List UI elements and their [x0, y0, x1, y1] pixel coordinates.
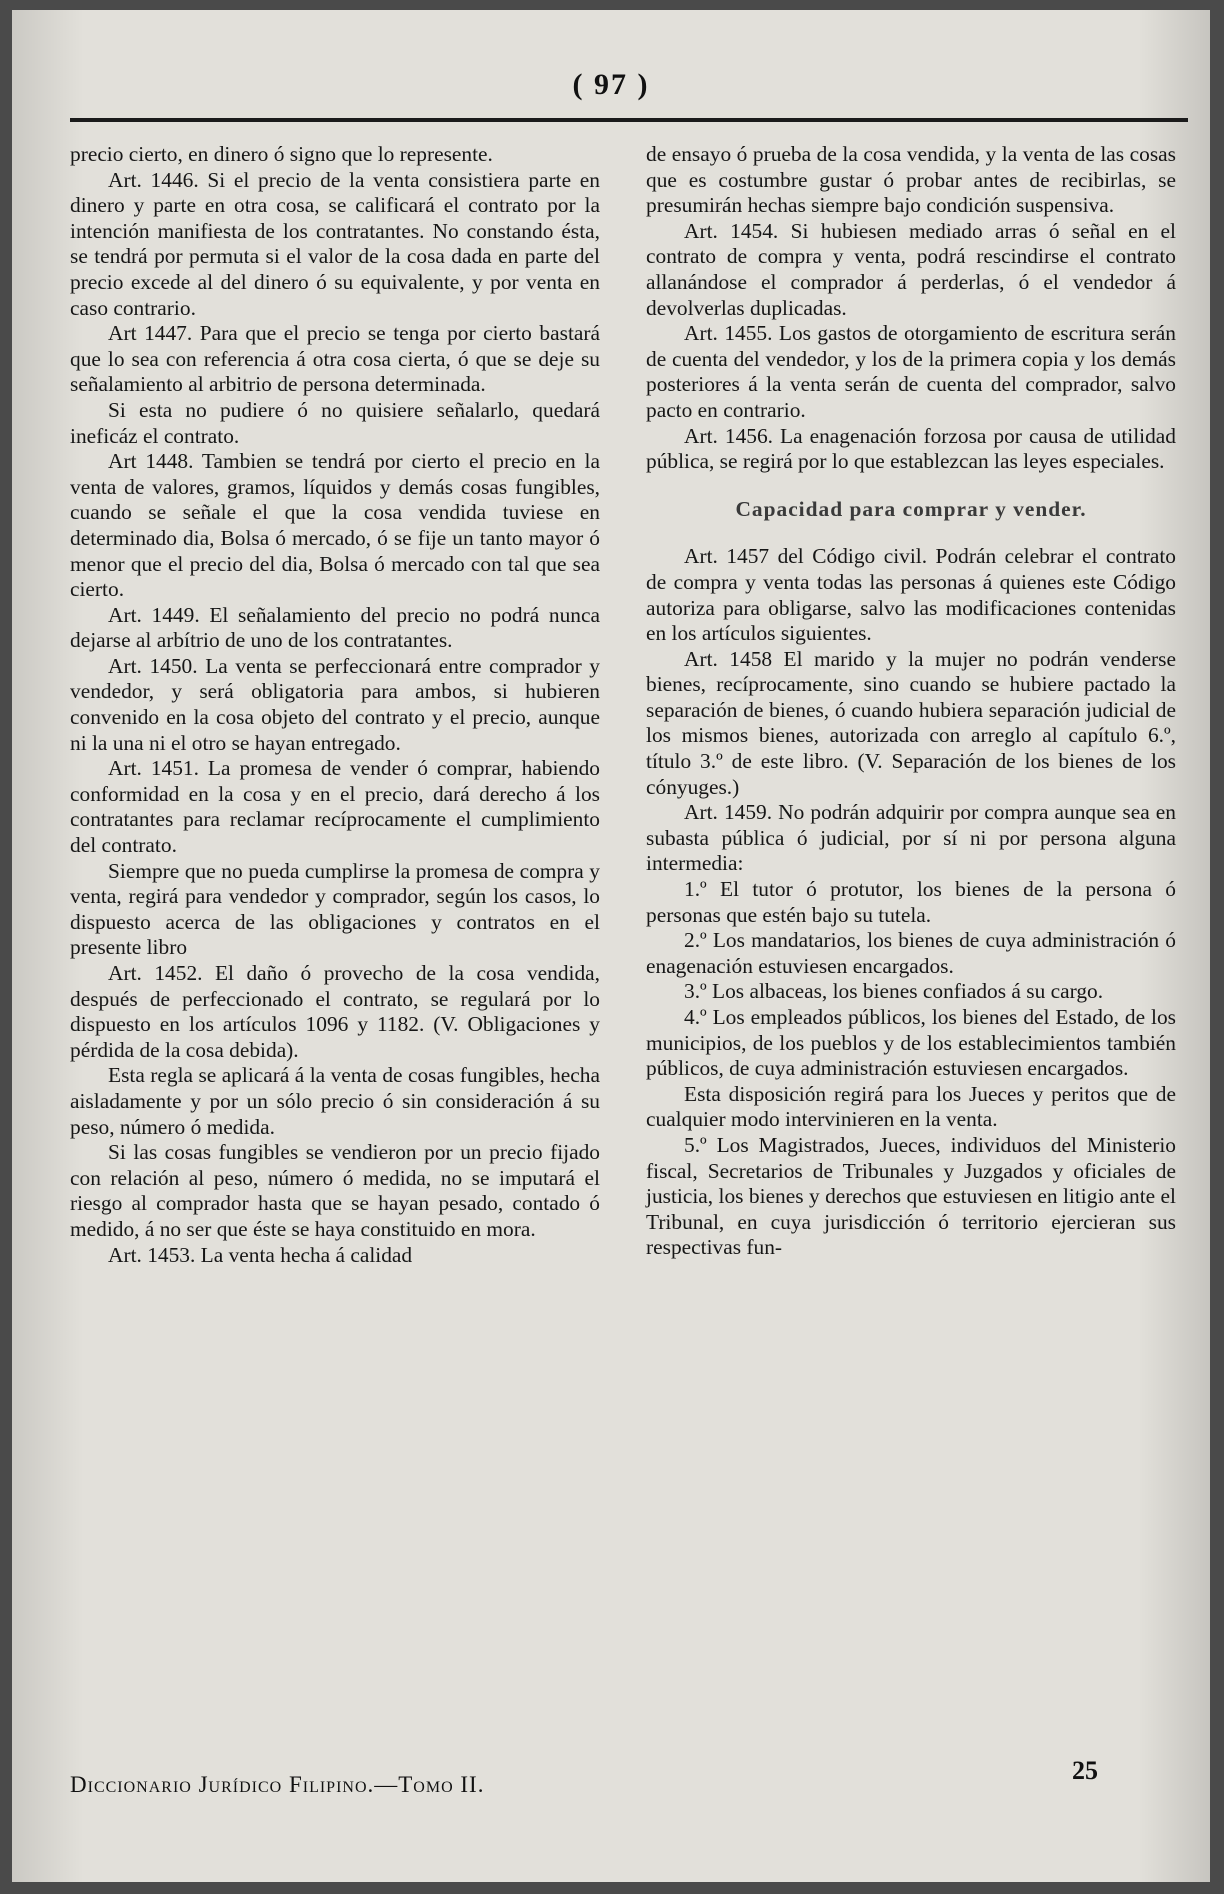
left-paragraph: Art. 1452. El daño ó provecho de la cosa vendida, después de perfeccionado el contrato, se regulará por lo dispuesto en los artículos 1096 y 1182. (V. Obligaciones y pérdida de la cosa debida). — [70, 961, 600, 1062]
right-paragraph: de ensayo ó prueba de la cosa vendida, y la venta de las cosas que es costumbre gustar ó probar antes de recibirlas, se presumirán hechas siempre bajo condición suspensiva. — [646, 142, 1176, 218]
book-page — [12, 10, 1210, 1882]
left-paragraph: Si esta no pudiere ó no quisiere señalarlo, quedará ineficáz el contrato. — [70, 397, 600, 448]
section-heading: Capacidad para comprar y vender. — [735, 496, 1087, 521]
left-paragraph: Art. 1451. La promesa de vender ó comprar, habiendo conformidad en la cosa y en el precio, dará derecho á los contratantes para reclamar recíprocamente el cumplimiento del contrato. — [70, 756, 600, 858]
left-paragraph: Art 1447. Para que el precio se tenga por cierto bastará que lo sea con referencia á otra cosa cierta, ó que se deje su señalamiento al arbitrio de persona determinada. — [70, 321, 600, 397]
left-paragraph: Esta regla se aplicará á la venta de cosas fungibles, hecha aisladamente y por un sólo precio ó sin consideración á su peso, número ó medida. — [70, 1063, 600, 1139]
footer-title: Diccionario Jurídico Filipino.—Tomo II. — [70, 1772, 485, 1797]
right-paragraph: 4.º Los empleados públicos, los bienes del Estado, de los municipios, de los pueblos y de los establecimientos también públicos, de cuya administración estuviesen encargados. — [646, 1005, 1176, 1081]
page-number: ( 97 ) — [572, 68, 650, 101]
right-paragraph: 3.º Los albaceas, los bienes confiados á su cargo. — [684, 979, 1104, 1004]
left-paragraph: Si las cosas fungibles se vendieron por un precio fijado con relación al peso, número ó medida, no se imputará el riesgo al comprador hasta que se hayan pesado, contado ó medido, á no ser que éste se haya constituido en mora. — [70, 1140, 600, 1241]
right-paragraph: Art. 1459. No podrán adquirir por compra aunque sea en subasta pública ó judicial, por sí ni por persona alguna intermedia: — [646, 800, 1176, 876]
header-rule — [70, 118, 1188, 122]
signature-mark: 25 — [1072, 1756, 1098, 1785]
right-paragraph: 5.º Los Magistrados, Jueces, individuos del Ministerio fiscal, Secretarios de Tribunales y Juzgados y oficiales de justicia, los bienes y derechos que estuviesen en litigio ante el Tribunal, en cuya jurisdicción ó territorio ejercieran sus respectivas fun- — [646, 1132, 1176, 1260]
right-column — [646, 142, 1176, 1261]
left-paragraph: Siempre que no pueda cumplirse la promesa de compra y venta, regirá para vendedor y comprador, según los casos, lo dispuesto acerca de las obligaciones y contratos en el presente libro — [70, 858, 600, 960]
left-paragraph: Art. 1450. La venta se perfeccionará entre comprador y vendedor, y será obligatoria para ambos, si hubieren convenido en la cosa objeto del contrato y el precio, aunque ni la una ni el otro se hayan entregado. — [70, 653, 600, 755]
right-paragraph: 1.º El tutor ó protutor, los bienes de la persona ó personas que estén bajo su tutela. — [646, 877, 1176, 927]
left-column — [70, 142, 600, 1268]
left-paragraph: precio cierto, en dinero ó signo que lo represente. — [70, 142, 493, 166]
left-paragraph: Art. 1446. Si el precio de la venta consistiera parte en dinero y parte en otra cosa, se calificará el contrato por la intención manifiesta de los contratantes. No constando ésta, se tendrá por permuta si el valor de la cosa dada en parte del precio excede al del dinero ó su equivalente, y por venta en caso contrario. — [70, 167, 600, 320]
left-paragraph: Art 1448. Tambien se tendrá por cierto el precio en la venta de valores, gramos, líquidos y demás cosas fungibles, cuando se señale el que la cosa vendida tuviese en determinado dia, Bolsa ó mercado, ó se fije un tanto mayor ó menor que el precio del dia, Bolsa ó mercado con tal que sea cierto. — [70, 449, 600, 602]
right-paragraph: Art. 1455. Los gastos de otorgamiento de escritura serán de cuenta del vendedor, y los de la primera copia y los demás posteriores á la venta serán de cuenta del comprador, salvo pacto en contrario. — [646, 321, 1176, 422]
right-paragraph: Art. 1456. La enagenación forzosa por causa de utilidad pública, se regirá por lo que establezcan las leyes especiales. — [646, 423, 1176, 474]
right-paragraph: Art. 1454. Si hubiesen mediado arras ó señal en el contrato de compra y venta, podrá rescindirse el contrato allanándose el comprador á perderlas, ó el vendedor á devolverlas duplicadas. — [646, 218, 1176, 320]
right-paragraph: Art. 1458 El marido y la mujer no podrán venderse bienes, recíprocamente, sino cuando se hubiere pactado la separación de bienes, ó cuando hubiera separación judicial de los mismos bienes, autorizada con arreglo al capítulo 6.º, título 3.º de este libro. (V. Separación de los bienes de los cónyuges.) — [646, 646, 1176, 799]
left-paragraph: Art. 1453. La venta hecha á calidad — [108, 1242, 413, 1267]
left-paragraph: Art. 1449. El señalamiento del precio no podrá nunca dejarse al arbítrio de uno de los contratantes. — [70, 602, 600, 653]
right-paragraph: Esta disposición regirá para los Jueces y peritos que de cualquier modo intervinieren en la venta. — [646, 1081, 1176, 1132]
right-paragraph: 2.º Los mandatarios, los bienes de cuya administración ó enagenación estuviesen encargados. — [646, 928, 1176, 978]
right-paragraph: Art. 1457 del Código civil. Podrán celebrar el contrato de compra y venta todas las personas á quienes este Código autoriza para obligarse, salvo las modificaciones contenidas en los artículos siguientes. — [646, 544, 1176, 646]
